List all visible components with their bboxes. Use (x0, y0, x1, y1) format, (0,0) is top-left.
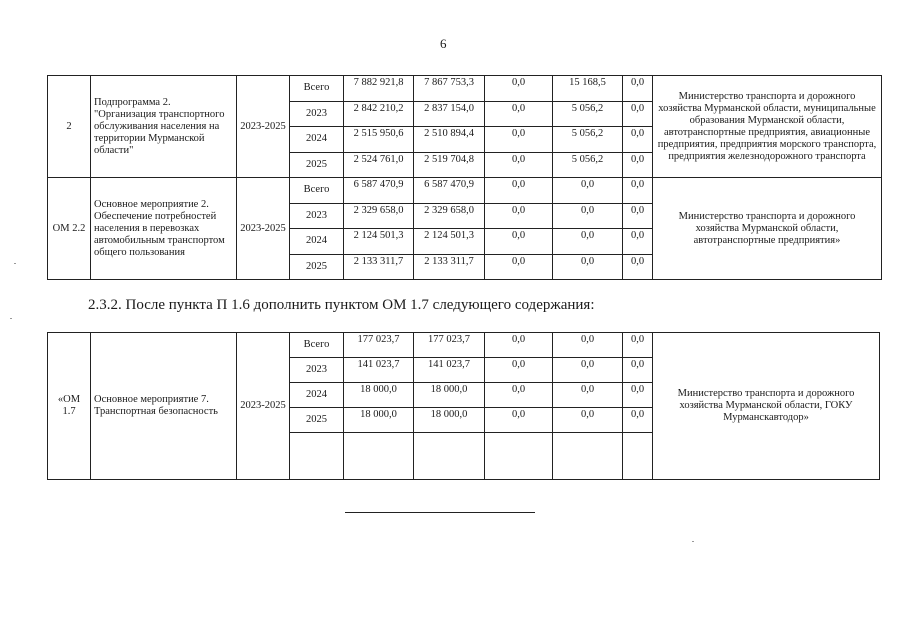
regional-value: 18 000,0 (414, 383, 485, 408)
item-name: Основное мероприятие 2. Обеспечение потребностей населения в перевозках автомобильным транспортом общего пользования (91, 178, 237, 280)
end-rule (345, 512, 535, 513)
total-value: 2 329 658,0 (344, 203, 414, 229)
regional-value: 18 000,0 (414, 408, 485, 433)
federal-value: 0,0 (485, 203, 553, 229)
total-value: 18 000,0 (344, 408, 414, 433)
total-value: 7 882 921,8 (344, 76, 414, 102)
local-value: 0,0 (553, 229, 623, 255)
federal-value: 0,0 (485, 254, 553, 280)
row-label: 2025 (290, 254, 344, 280)
other-value: 0,0 (623, 203, 653, 229)
scan-speck (10, 318, 12, 319)
regional-value: 2 124 501,3 (414, 229, 485, 255)
item-period: 2023-2025 (237, 178, 290, 280)
row-label: 2024 (290, 229, 344, 255)
local-value: 0,0 (553, 203, 623, 229)
federal-value: 0,0 (485, 76, 553, 102)
row-label: 2023 (290, 358, 344, 383)
total-value: 6 587 470,9 (344, 178, 414, 204)
federal-value: 0,0 (485, 127, 553, 153)
federal-value: 0,0 (485, 408, 553, 433)
item-executor: Министерство транспорта и дорожного хозяйства Мурманской области, муниципальные образования Мурманской области, автотранспортные предприятия, авиационные предприятия, предприятия морского транспорта, предприятия железнодорожного транспорта (653, 76, 882, 178)
row-label: 2023 (290, 101, 344, 127)
other-value: 0,0 (623, 178, 653, 204)
local-value: 0,0 (553, 254, 623, 280)
row-label: 2025 (290, 408, 344, 433)
regional-value: 2 837 154,0 (414, 101, 485, 127)
item-name: Подпрограмма 2. "Организация транспортного обслуживания населения на территории Мурманской области" (91, 76, 237, 178)
total-value: 177 023,7 (344, 333, 414, 358)
other-value: 0,0 (623, 101, 653, 127)
regional-value: 7 867 753,3 (414, 76, 485, 102)
regional-value: 141 023,7 (414, 358, 485, 383)
scan-speck (14, 263, 16, 264)
other-value: 0,0 (623, 229, 653, 255)
row-label: 2023 (290, 203, 344, 229)
item-period: 2023-2025 (237, 333, 290, 480)
federal-value: 0,0 (485, 333, 553, 358)
local-value: 0,0 (553, 333, 623, 358)
row-label: Всего (290, 76, 344, 102)
row-label: Всего (290, 333, 344, 358)
total-value: 2 515 950,6 (344, 127, 414, 153)
other-value: 0,0 (623, 333, 653, 358)
total-value: 2 133 311,7 (344, 254, 414, 280)
empty-cell (485, 433, 553, 480)
scan-speck (692, 541, 694, 542)
item-executor: Министерство транспорта и дорожного хозяйства Мурманской области, автотранспортные предприятия» (653, 178, 882, 280)
other-value: 0,0 (623, 383, 653, 408)
empty-cell (414, 433, 485, 480)
local-value: 0,0 (553, 178, 623, 204)
local-value: 0,0 (553, 408, 623, 433)
regional-value: 6 587 470,9 (414, 178, 485, 204)
regional-value: 2 510 894,4 (414, 127, 485, 153)
other-value: 0,0 (623, 76, 653, 102)
row-label: 2024 (290, 383, 344, 408)
total-value: 2 124 501,3 (344, 229, 414, 255)
total-value: 2 524 761,0 (344, 152, 414, 178)
table-row (48, 76, 882, 102)
item-name: Основное мероприятие 7. Транспортная безопасность (91, 333, 237, 480)
other-value: 0,0 (623, 358, 653, 383)
other-value: 0,0 (623, 254, 653, 280)
local-value: 5 056,2 (553, 127, 623, 153)
regional-value: 177 023,7 (414, 333, 485, 358)
local-value: 5 056,2 (553, 101, 623, 127)
federal-value: 0,0 (485, 229, 553, 255)
empty-cell (623, 433, 653, 480)
row-label: 2025 (290, 152, 344, 178)
total-value: 2 842 210,2 (344, 101, 414, 127)
federal-value: 0,0 (485, 383, 553, 408)
regional-value: 2 329 658,0 (414, 203, 485, 229)
item-code: «ОМ 1.7 (48, 333, 91, 480)
table-row (48, 333, 880, 358)
federal-value: 0,0 (485, 101, 553, 127)
other-value: 0,0 (623, 127, 653, 153)
empty-cell (553, 433, 623, 480)
regional-value: 2 133 311,7 (414, 254, 485, 280)
other-value: 0,0 (623, 408, 653, 433)
item-code: ОМ 2.2 (48, 178, 91, 280)
other-value: 0,0 (623, 152, 653, 178)
federal-value: 0,0 (485, 152, 553, 178)
item-period: 2023-2025 (237, 76, 290, 178)
local-value: 15 168,5 (553, 76, 623, 102)
row-label: Всего (290, 178, 344, 204)
program-table (47, 75, 882, 280)
federal-value: 0,0 (485, 178, 553, 204)
empty-cell (290, 433, 344, 480)
item-code: 2 (48, 76, 91, 178)
row-label: 2024 (290, 127, 344, 153)
addition-table (47, 332, 880, 480)
federal-value: 0,0 (485, 358, 553, 383)
table-row (48, 178, 882, 204)
page-number: 6 (440, 36, 447, 51)
local-value: 5 056,2 (553, 152, 623, 178)
total-value: 141 023,7 (344, 358, 414, 383)
local-value: 0,0 (553, 358, 623, 383)
local-value: 0,0 (553, 383, 623, 408)
total-value: 18 000,0 (344, 383, 414, 408)
empty-cell (344, 433, 414, 480)
item-executor: Министерство транспорта и дорожного хозяйства Мурманской области, ГОКУ Мурманскавтодор» (653, 333, 880, 480)
regional-value: 2 519 704,8 (414, 152, 485, 178)
section-heading: 2.3.2. После пункта П 1.6 дополнить пунктом ОМ 1.7 следующего содержания: (88, 297, 595, 313)
